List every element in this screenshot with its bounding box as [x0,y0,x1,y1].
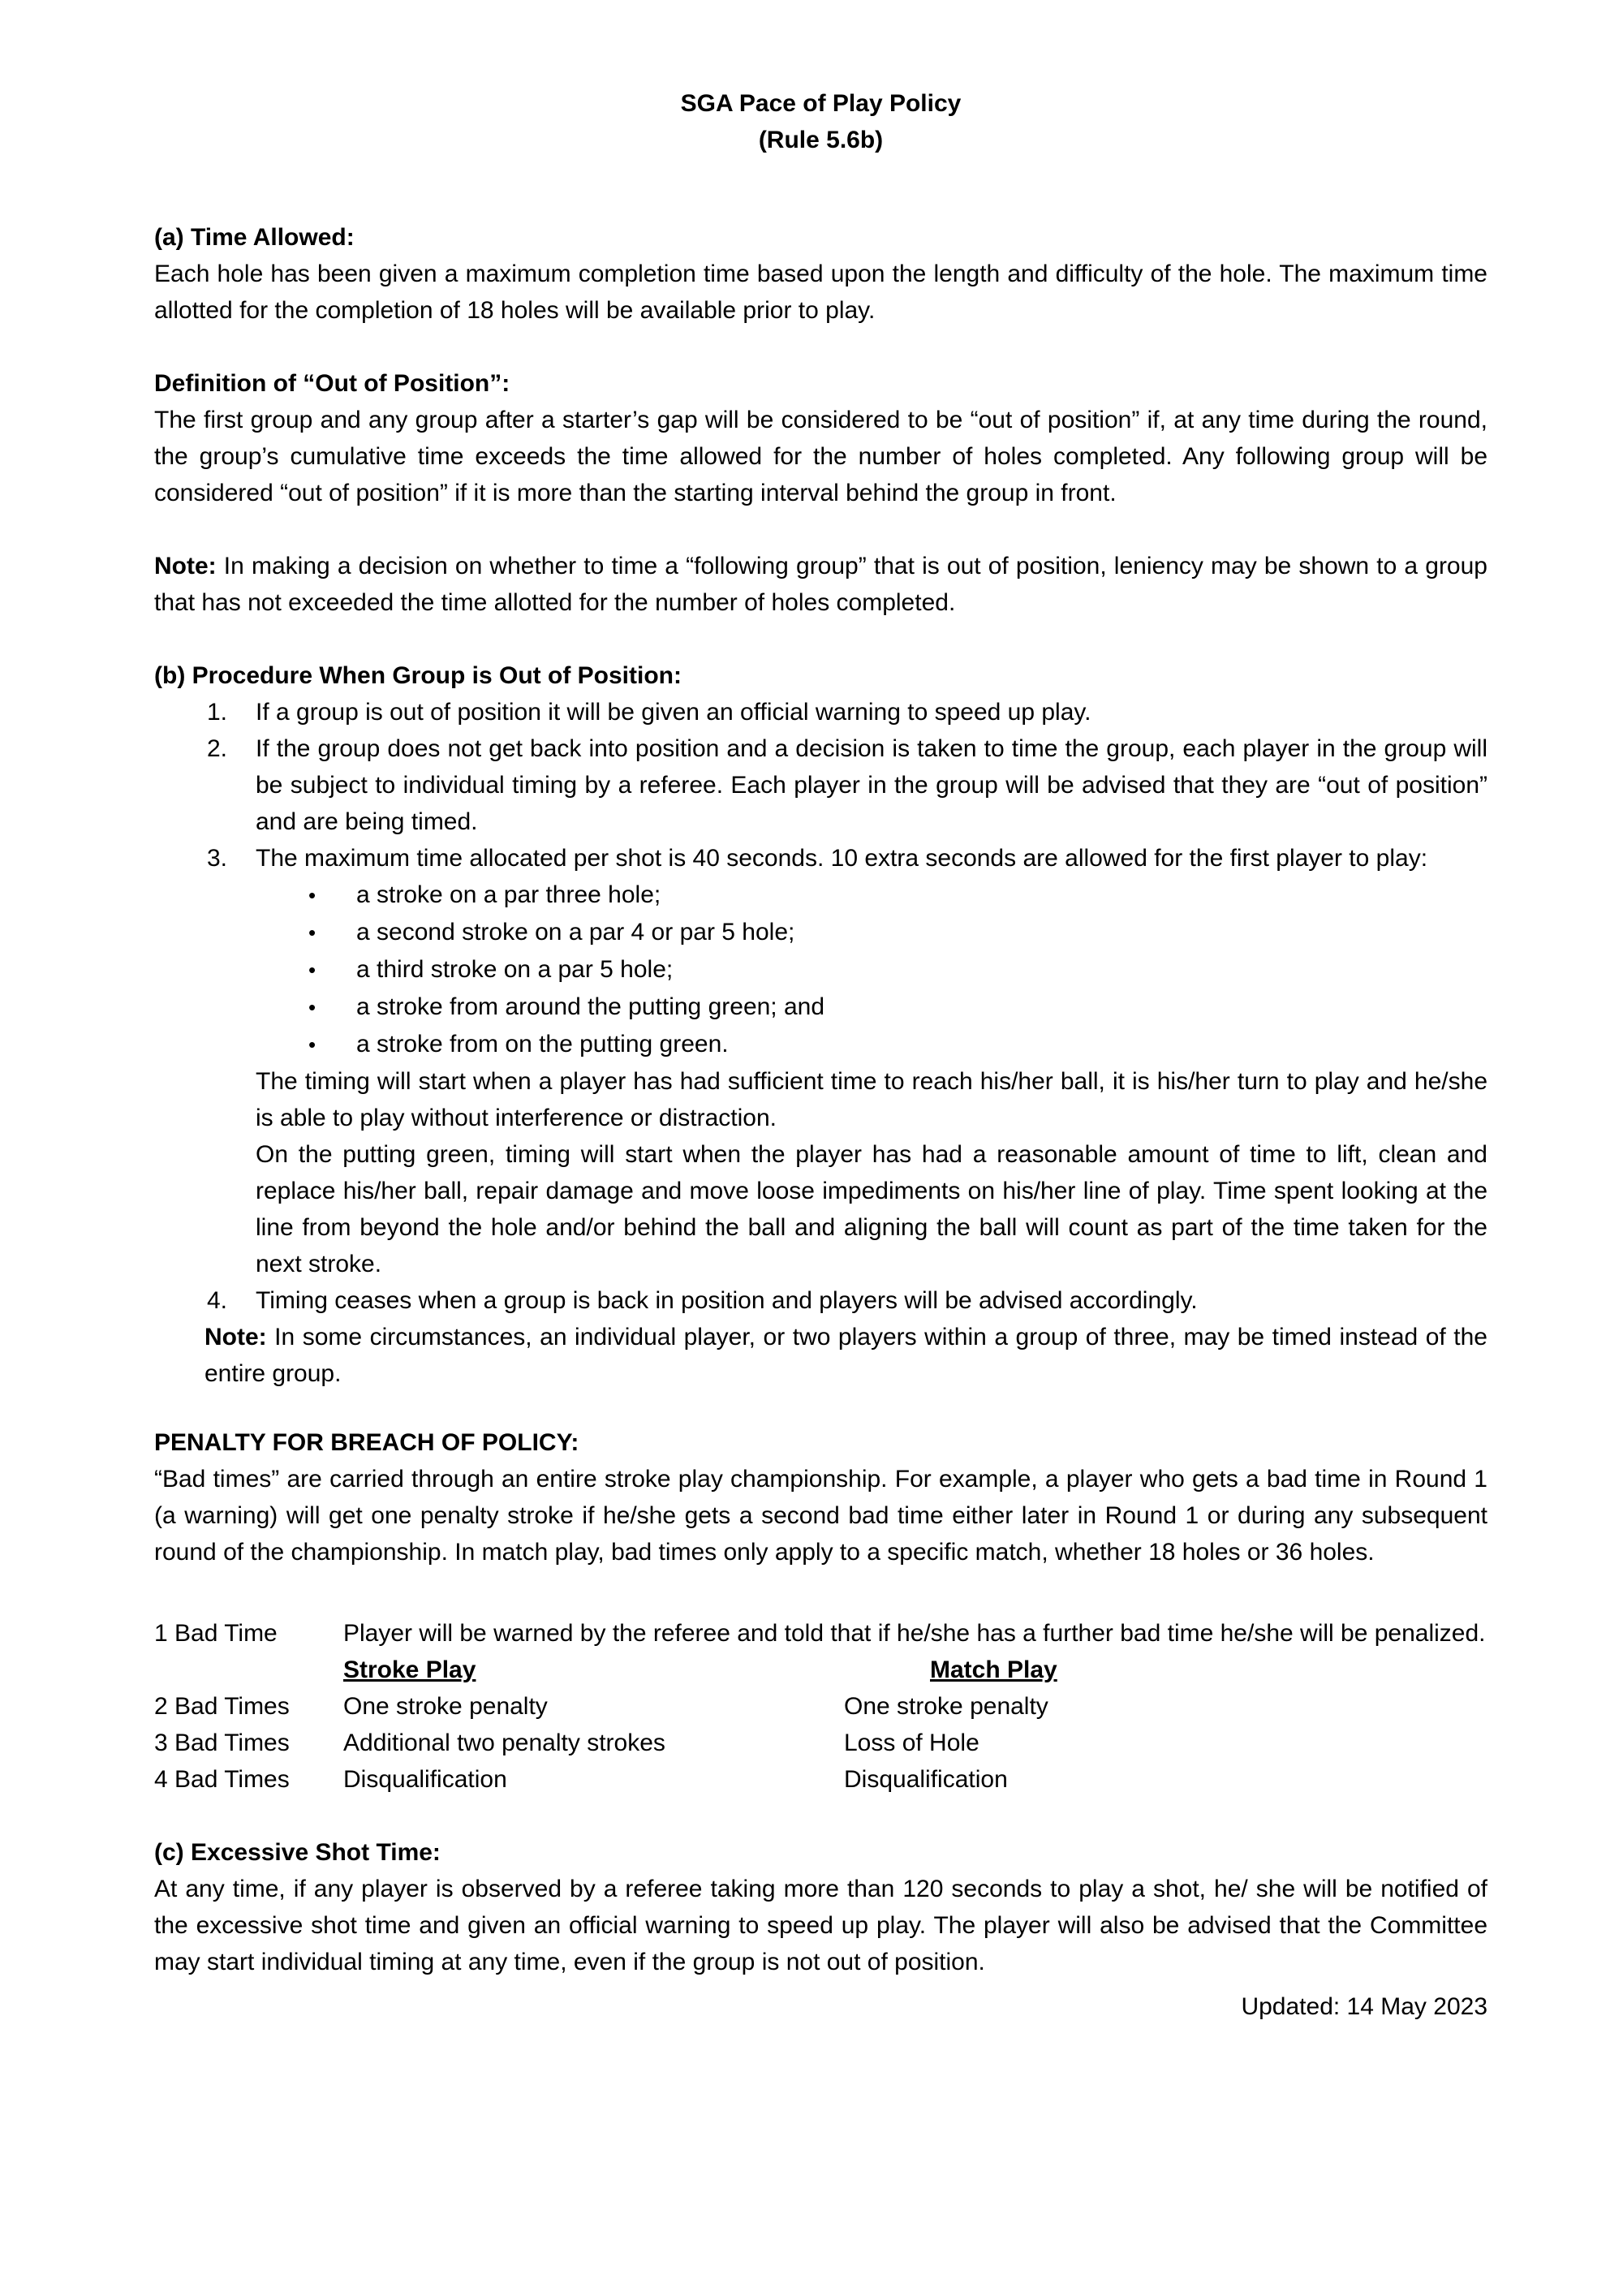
note-2-label: Note: [204,1324,267,1350]
penalty-row-3-stroke: Additional two penalty strokes [343,1730,665,1756]
section-a-heading: (a) Time Allowed: [154,224,355,251]
penalty-row-4-match: Disqualification [844,1766,1008,1793]
penalty-body: “Bad times” are carried through an entire stroke play championship. For example, a player who gets a bad time in Round 1 (a warning) will get one penalty stroke if he/she gets a second bad time either later in Round 1 or during any subsequent round of the championship. In match play, bad times only apply to a specific match, whether 18 holes or 36 holes. [154,1466,1487,1566]
penalty-heading: PENALTY FOR BREACH OF POLICY: [154,1429,579,1456]
definition-body: The first group and any group after a starter’s gap will be considered to be “out of position” if, at any time during the round, the group’s cumulative time exceeds the time allowed for the number of holes completed. Any following group will be considered “out of position” if it is more than the starting interval behind the group in front. [154,407,1487,506]
penalty-row-2-label: 2 Bad Times [154,1693,290,1720]
bullet-item-1-text: a stroke on a par three hole; [356,881,661,908]
section-b-heading: (b) Procedure When Group is Out of Position: [154,662,682,689]
numbered-item-1-text: If a group is out of position it will be given an official warning to speed up play. [256,699,1091,726]
timing-paragraph-2: On the putting green, timing will start when the player has had a reasonable amount of time to lift, clean and replace his/her ball, repair damage and move loose impediments on his/her line of play. Time spent looking at the line from beyond the hole and/or behind the ball and aligning the ball will count as part of the time taken for the next stroke. [256,1141,1487,1277]
bullet-icon: • [308,995,316,1019]
numbered-item-3-text: The maximum time allocated per shot is 40 seconds. 10 extra seconds are allowed for the first player to play: [256,845,1428,872]
numbered-item-2-text: If the group does not get back into position and a decision is taken to time the group, each player in the group will be subject to individual timing by a referee. Each player in the group will be advised that they are “out of position” and are being timed. [256,735,1487,835]
numbered-item-1-marker: 1. [207,699,228,726]
bullet-item-4-text: a stroke from around the putting green; and [356,993,825,1020]
bullet-icon: • [308,920,316,945]
penalty-header-spacer [154,1652,343,1688]
section-a-body: Each hole has been given a maximum completion time based upon the length and difficulty of the hole. The maximum time allotted for the completion of 18 holes will be available prior to play. [154,261,1487,324]
numbered-item-1 [154,694,1487,730]
document-subtitle: (Rule 5.6b) [758,127,884,153]
bullet-item-1 [154,877,1487,914]
bullet-item-5 [154,1026,1487,1063]
numbered-item-3-marker: 3. [207,845,228,872]
note-1-text: In making a decision on whether to time a “following group” that is out of position, leniency may be shown to a group that has not exceeded the time allotted for the number of holes completed. [154,553,1487,616]
penalty-row-1-label: 1 Bad Time [154,1620,278,1647]
penalty-row-1-text: Player will be warned by the referee and told that if he/she has a further bad time he/she will be penalized. [343,1620,1486,1647]
section-c-body: At any time, if any player is observed by a referee taking more than 120 seconds to play a shot, he/ she will be notified of the excessive shot time and given an official warning to speed up play. The player will also be advised that the Committee may start individual timing at any time, even if the group is not out of position. [154,1876,1487,1975]
document-title-block [154,85,1487,158]
penalty-row-3-label: 3 Bad Times [154,1730,290,1756]
numbered-item-4-marker: 4. [207,1287,228,1314]
updated-date: Updated: 14 May 2023 [1241,1993,1487,2020]
bullet-item-3-text: a third stroke on a par 5 hole; [356,956,674,983]
numbered-item-3 [154,840,1487,877]
bullet-icon: • [308,958,316,982]
penalty-table [154,1615,1487,1798]
document-title: SGA Pace of Play Policy [680,90,962,117]
note-1 [154,548,1487,621]
timing-paragraph-1: The timing will start when a player has had sufficient time to reach his/her ball, it is his/her turn to play and he/she is able to play without interference or distraction. [256,1068,1487,1131]
numbered-item-2 [154,730,1487,840]
penalty-row-2-match: One stroke penalty [844,1693,1048,1720]
penalty-row-2-stroke: One stroke penalty [343,1693,548,1720]
column-header-stroke-play: Stroke Play [343,1656,476,1683]
penalty-row-3-match: Loss of Hole [844,1730,979,1756]
column-header-match-play-wrap [844,1652,1487,1688]
bullet-item-3 [154,951,1487,989]
numbered-item-4 [154,1282,1487,1319]
bullet-icon: • [308,1032,316,1057]
numbered-item-4-text: Timing ceases when a group is back in position and players will be advised accordingly. [256,1287,1198,1314]
bullet-item-2 [154,914,1487,951]
bullet-item-5-text: a stroke from on the putting green. [356,1031,729,1058]
section-c-heading: (c) Excessive Shot Time: [154,1839,441,1866]
numbered-item-2-marker: 2. [207,735,228,762]
bullet-icon: • [308,883,316,907]
column-header-match-play: Match Play [930,1656,1057,1683]
definition-heading: Definition of “Out of Position”: [154,370,510,397]
bullet-item-4 [154,989,1487,1026]
penalty-row-4-label: 4 Bad Times [154,1766,290,1793]
note-1-label: Note: [154,553,217,579]
bullet-item-2-text: a second stroke on a par 4 or par 5 hole; [356,919,795,946]
penalty-row-4-stroke: Disqualification [343,1766,507,1793]
note-2 [204,1319,1487,1392]
note-2-text: In some circumstances, an individual player, or two players within a group of three, may be timed instead of the entire group. [204,1324,1487,1387]
